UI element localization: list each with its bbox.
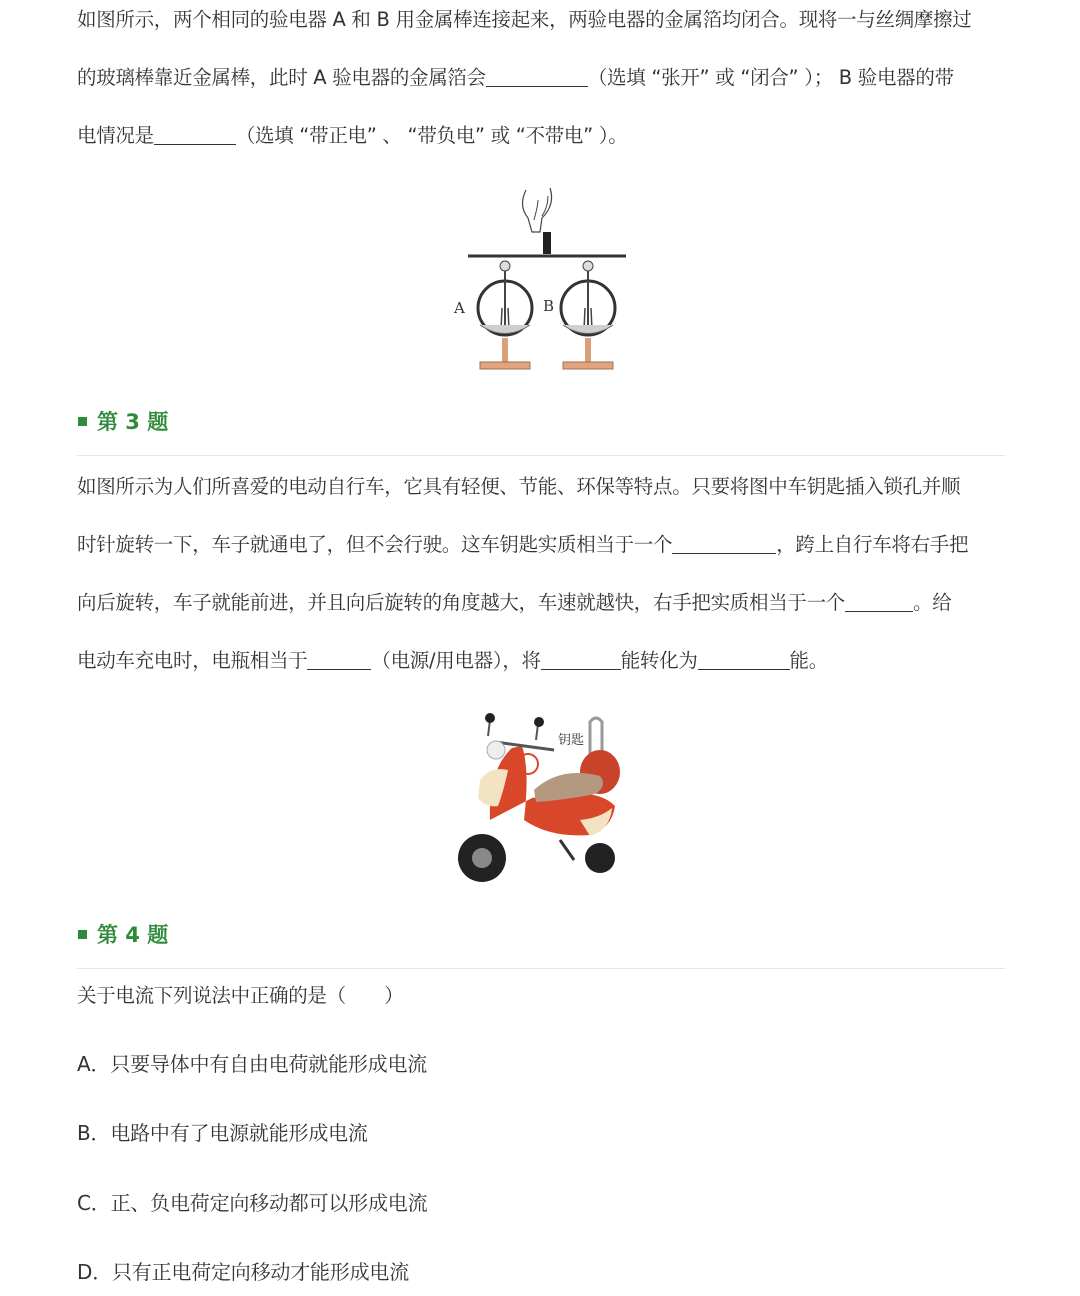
q3-blank-3[interactable] <box>307 651 371 670</box>
q2-blank-1[interactable] <box>486 68 588 87</box>
q3-line-2-text-a: 时针旋转一下，车子就通电了，但不会行驶。这车钥匙实质相当于一个 <box>77 533 673 556</box>
square-bullet-icon <box>78 417 87 426</box>
q3-line-4-text-a: 电动车充电时，电瓶相当于 <box>77 649 308 672</box>
q2-line-1: 如图所示，两个相同的验电器 A 和 B 用金属棒连接起来，两验电器的金属箔均闭合。现将一与丝绸摩擦过 <box>77 8 972 31</box>
q4-title: 第 4 题 <box>97 923 169 947</box>
q3-line-3 <box>77 587 951 615</box>
q3-line-3-text-a: 向后旋转，车子就能前进，并且向后旋转的角度越大，车速就越快，右手把实质相当于一个 <box>77 591 846 614</box>
q2-line-2-text-a: 的玻璃棒靠近金属棒，此时 A 验电器的金属箔会 <box>77 66 486 89</box>
scooter-figure <box>450 710 635 892</box>
q3-line-4-text-c: 能转化为 <box>620 649 698 672</box>
q3-blank-4[interactable] <box>541 651 621 670</box>
q3-blank-5[interactable] <box>698 651 790 670</box>
q4-divider <box>77 968 1005 969</box>
q2-line-3-text-a: 电情况是 <box>77 124 154 147</box>
q4-option-c[interactable]: C．正、负电荷定向移动都可以形成电流 <box>77 1191 428 1215</box>
q3-line-4-text-d: 能。 <box>789 649 828 672</box>
q3-blank-2[interactable] <box>845 593 913 612</box>
square-bullet-icon <box>78 930 87 939</box>
q3-blank-1[interactable] <box>672 535 776 554</box>
electroscope-label-a: A <box>454 299 465 317</box>
electroscope-figure <box>450 180 630 375</box>
scooter-key-label: 钥匙 <box>558 733 585 748</box>
scooter-illustration <box>450 710 635 892</box>
q4-stem: 关于电流下列说法中正确的是（ ） <box>77 984 404 1007</box>
electroscope-label-b: B <box>543 297 555 315</box>
q3-title: 第 3 题 <box>97 410 169 434</box>
q3-line-1: 如图所示为人们所喜爱的电动自行车，它具有轻便、节能、环保等特点。只要将图中车钥匙插入锁孔并顺 <box>77 475 961 498</box>
q3-line-4 <box>77 645 828 673</box>
q3-line-2 <box>77 529 968 557</box>
q2-line-3 <box>77 120 627 148</box>
q3-line-2-text-b: ，跨上自行车将右手把 <box>776 533 969 556</box>
q3-line-4-text-b: （电源/用电器），将 <box>371 649 541 672</box>
q3-line-3-text-b: 。给 <box>913 591 952 614</box>
q4-option-d[interactable]: D．只有正电荷定向移动才能形成电流 <box>77 1260 410 1284</box>
q2-line-2-text-b: （选填 “张开” 或 “闭合” ）； B 验电器的带 <box>587 66 954 89</box>
q4-option-a[interactable]: A．只要导体中有自由电荷就能形成电流 <box>77 1052 428 1076</box>
q2-line-2 <box>77 62 954 90</box>
q3-divider <box>77 455 1005 456</box>
electroscope-diagram <box>450 180 630 375</box>
q4-option-b[interactable]: B．电路中有了电源就能形成电流 <box>77 1121 368 1145</box>
q4-heading <box>78 919 168 949</box>
q2-blank-2[interactable] <box>154 126 236 145</box>
q3-heading <box>78 406 168 436</box>
q2-line-3-text-b: （选填 “带正电” 、 “带负电” 或 “不带电” ）。 <box>235 124 628 147</box>
